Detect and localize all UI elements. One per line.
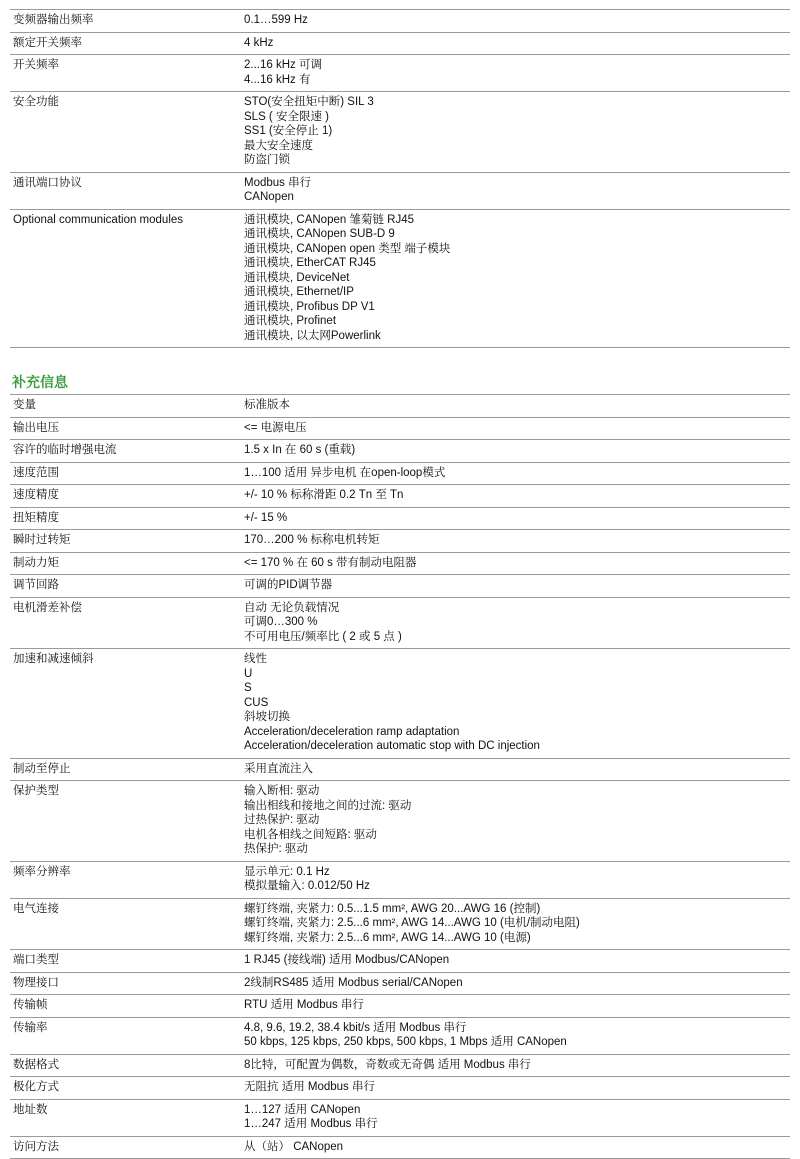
- spec-value-line: 1…100 适用 异步电机 在open-loop模式: [244, 466, 790, 481]
- spec-value-line: 4...16 kHz 有: [244, 73, 790, 88]
- spec-values: [232, 598, 790, 649]
- spec-label: 通讯端口协议: [10, 173, 232, 209]
- spec-value-line: 2线制RS485 适用 Modbus serial/CANopen: [244, 976, 790, 991]
- spec-row: [10, 529, 790, 552]
- spec-value-line: 螺钉终端, 夹紧力: 0.5...1.5 mm², AWG 20...AWG 16 (控制): [244, 902, 790, 917]
- spec-label: 传输帧: [10, 995, 232, 1017]
- spec-label: 制动至停止: [10, 759, 232, 781]
- spec-value-line: 170…200 % 标称电机转矩: [244, 533, 790, 548]
- spec-label: 输出电压: [10, 418, 232, 440]
- section-title-supplementary: 补充信息: [12, 374, 790, 390]
- spec-value-line: 2...16 kHz 可调: [244, 58, 790, 73]
- spec-value-line: 通讯模块, CANopen 雏菊链 RJ45: [244, 213, 790, 228]
- spec-values: [232, 440, 790, 462]
- spec-row: [10, 439, 790, 462]
- spec-value-line: 无阻抗 适用 Modbus 串行: [244, 1080, 790, 1095]
- spec-values: [232, 1055, 790, 1077]
- spec-row: [10, 1076, 790, 1099]
- spec-value-line: 不可用电压/频率比 ( 2 或 5 点 ): [244, 630, 790, 645]
- spec-value-line: 显示单元: 0.1 Hz: [244, 865, 790, 880]
- spec-label: 数据格式: [10, 1055, 232, 1077]
- spec-row: [10, 394, 790, 417]
- spec-value-line: 最大安全速度: [244, 139, 790, 154]
- spec-value-line: SLS ( 安全限速 ): [244, 110, 790, 125]
- spec-label: 地址数: [10, 1100, 232, 1136]
- spec-value-line: 通讯模块, 以太网Powerlink: [244, 329, 790, 344]
- spec-page: [0, 9, 800, 1159]
- spec-label: 变频器输出频率: [10, 10, 232, 32]
- spec-values: [232, 973, 790, 995]
- spec-label: 扭矩精度: [10, 508, 232, 530]
- spec-values: [232, 649, 790, 758]
- spec-row: [10, 462, 790, 485]
- spec-row: [10, 972, 790, 995]
- spec-value-line: 1…127 适用 CANopen: [244, 1103, 790, 1118]
- spec-label: 安全功能: [10, 92, 232, 172]
- spec-value-line: STO(安全扭矩中断) SIL 3: [244, 95, 790, 110]
- spec-row: [10, 552, 790, 575]
- spec-value-line: SS1 (安全停止 1): [244, 124, 790, 139]
- spec-value-line: 通讯模块, CANopen SUB-D 9: [244, 227, 790, 242]
- spec-values: [232, 1077, 790, 1099]
- spec-table-main: [10, 9, 790, 348]
- spec-value-line: 斜坡切换: [244, 710, 790, 725]
- spec-row: [10, 91, 790, 172]
- spec-label: 电机滑差补偿: [10, 598, 232, 649]
- spec-value-line: 可调0…300 %: [244, 615, 790, 630]
- spec-table-supplementary: [10, 394, 790, 1159]
- spec-value-line: 防盗门锁: [244, 153, 790, 168]
- spec-values: [232, 395, 790, 417]
- spec-value-line: <= 电源电压: [244, 421, 790, 436]
- spec-value-line: 4 kHz: [244, 36, 790, 51]
- spec-row: [10, 861, 790, 898]
- spec-row: [10, 417, 790, 440]
- spec-value-line: 50 kbps, 125 kbps, 250 kbps, 500 kbps, 1 Mbps 适用 CANopen: [244, 1035, 790, 1050]
- spec-values: [232, 210, 790, 348]
- spec-label: 容许的临时增强电流: [10, 440, 232, 462]
- spec-label: 速度范围: [10, 463, 232, 485]
- spec-label: 极化方式: [10, 1077, 232, 1099]
- spec-value-line: CUS: [244, 696, 790, 711]
- spec-value-line: 通讯模块, CANopen open 类型 端子模块: [244, 242, 790, 257]
- spec-value-line: 8比特，可配置为偶数，奇数或无奇偶 适用 Modbus 串行: [244, 1058, 790, 1073]
- spec-value-line: 螺钉终端, 夹紧力: 2.5...6 mm², AWG 14...AWG 10 (电源): [244, 931, 790, 946]
- spec-value-line: U: [244, 667, 790, 682]
- spec-value-line: 4.8, 9.6, 19.2, 38.4 kbit/s 适用 Modbus 串行: [244, 1021, 790, 1036]
- spec-row: [10, 780, 790, 861]
- spec-row: [10, 32, 790, 55]
- spec-row: [10, 597, 790, 649]
- spec-value-line: 线性: [244, 652, 790, 667]
- spec-label: 端口类型: [10, 950, 232, 972]
- spec-value-line: +/- 15 %: [244, 511, 790, 526]
- spec-values: [232, 418, 790, 440]
- spec-row: [10, 758, 790, 781]
- spec-value-line: 1…247 适用 Modbus 串行: [244, 1117, 790, 1132]
- spec-value-line: 标准版本: [244, 398, 790, 413]
- spec-value-line: 1.5 x In 在 60 s (重载): [244, 443, 790, 458]
- spec-value-line: CANopen: [244, 190, 790, 205]
- spec-label: 瞬时过转矩: [10, 530, 232, 552]
- spec-values: [232, 55, 790, 91]
- spec-value-line: 自动 无论负载情况: [244, 601, 790, 616]
- spec-values: [232, 173, 790, 209]
- spec-row: [10, 172, 790, 209]
- spec-values: [232, 485, 790, 507]
- spec-label: 开关频率: [10, 55, 232, 91]
- spec-row: [10, 54, 790, 91]
- spec-row: [10, 1136, 790, 1159]
- spec-value-line: 通讯模块, EtherCAT RJ45: [244, 256, 790, 271]
- spec-values: [232, 899, 790, 950]
- spec-values: [232, 33, 790, 55]
- spec-value-line: Modbus 串行: [244, 176, 790, 191]
- spec-value-line: 通讯模块, DeviceNet: [244, 271, 790, 286]
- spec-value-line: 通讯模块, Profibus DP V1: [244, 300, 790, 315]
- spec-values: [232, 10, 790, 32]
- spec-row: [10, 949, 790, 972]
- spec-value-line: 采用直流注入: [244, 762, 790, 777]
- spec-label: 传输率: [10, 1018, 232, 1054]
- spec-value-line: 可调的PID调节器: [244, 578, 790, 593]
- spec-value-line: 1 RJ45 (接线端) 适用 Modbus/CANopen: [244, 953, 790, 968]
- spec-values: [232, 530, 790, 552]
- spec-row: [10, 898, 790, 950]
- spec-label: 电气连接: [10, 899, 232, 950]
- spec-value-line: 螺钉终端, 夹紧力: 2.5...6 mm², AWG 14...AWG 10 (电机/制动电阻): [244, 916, 790, 931]
- spec-values: [232, 1137, 790, 1159]
- spec-label: 保护类型: [10, 781, 232, 861]
- spec-value-line: Acceleration/deceleration ramp adaptation: [244, 725, 790, 740]
- spec-label: 变量: [10, 395, 232, 417]
- spec-row: [10, 209, 790, 349]
- spec-label: 额定开关频率: [10, 33, 232, 55]
- spec-values: [232, 92, 790, 172]
- spec-row: [10, 484, 790, 507]
- spec-values: [232, 575, 790, 597]
- spec-values: [232, 950, 790, 972]
- spec-value-line: RTU 适用 Modbus 串行: [244, 998, 790, 1013]
- spec-values: [232, 781, 790, 861]
- spec-row: [10, 507, 790, 530]
- spec-values: [232, 995, 790, 1017]
- spec-row: [10, 1054, 790, 1077]
- spec-values: [232, 508, 790, 530]
- spec-values: [232, 463, 790, 485]
- spec-value-line: 模拟量输入: 0.012/50 Hz: [244, 879, 790, 894]
- spec-label: 速度精度: [10, 485, 232, 507]
- spec-label: 制动力矩: [10, 553, 232, 575]
- spec-row: [10, 648, 790, 758]
- spec-label: 频率分辨率: [10, 862, 232, 898]
- spec-value-line: 通讯模块, Ethernet/IP: [244, 285, 790, 300]
- spec-row: [10, 1099, 790, 1136]
- spec-value-line: 通讯模块, Profinet: [244, 314, 790, 329]
- spec-value-line: 输入断相: 驱动: [244, 784, 790, 799]
- spec-label: 加速和减速倾斜: [10, 649, 232, 758]
- spec-row: [10, 1017, 790, 1054]
- spec-values: [232, 759, 790, 781]
- spec-value-line: S: [244, 681, 790, 696]
- spec-row: [10, 994, 790, 1017]
- spec-values: [232, 1018, 790, 1054]
- spec-label: 调节回路: [10, 575, 232, 597]
- spec-value-line: 输出相线和接地之间的过流: 驱动: [244, 799, 790, 814]
- spec-row: [10, 574, 790, 597]
- spec-value-line: 从（站） CANopen: [244, 1140, 790, 1155]
- spec-value-line: +/- 10 % 标称滑距 0.2 Tn 至 Tn: [244, 488, 790, 503]
- spec-row: [10, 9, 790, 32]
- spec-value-line: Acceleration/deceleration automatic stop with DC injection: [244, 739, 790, 754]
- spec-label: 物理接口: [10, 973, 232, 995]
- spec-values: [232, 1100, 790, 1136]
- spec-label: 访问方法: [10, 1137, 232, 1159]
- spec-value-line: 0.1…599 Hz: [244, 13, 790, 28]
- spec-value-line: 热保护: 驱动: [244, 842, 790, 857]
- spec-value-line: 电机各相线之间短路: 驱动: [244, 828, 790, 843]
- spec-value-line: 过热保护: 驱动: [244, 813, 790, 828]
- spec-values: [232, 553, 790, 575]
- spec-value-line: <= 170 % 在 60 s 带有制动电阻器: [244, 556, 790, 571]
- spec-values: [232, 862, 790, 898]
- spec-label: Optional communication modules: [10, 210, 232, 348]
